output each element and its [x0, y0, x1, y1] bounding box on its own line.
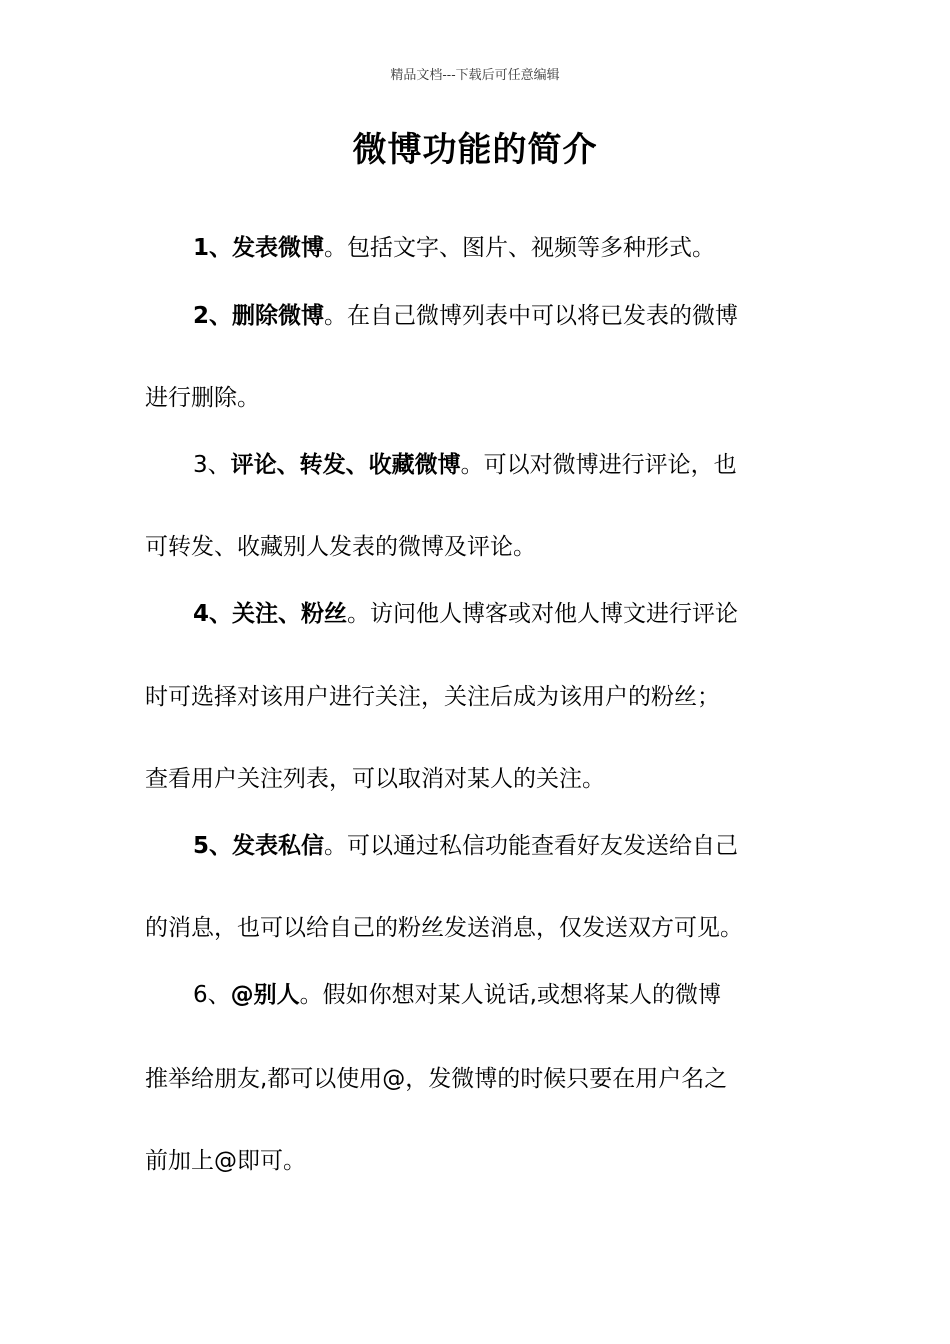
item-number: 5、	[193, 833, 233, 859]
item-number: 4、	[193, 601, 233, 627]
item-term: 评论、转发、收藏微博	[230, 452, 461, 478]
item-number: 2、	[193, 303, 233, 329]
item-text: 。访问他人博客或对他人博文进行评论	[347, 601, 739, 627]
item-4-line-3: 查看用户关注列表，可以取消对某人的关注。	[145, 766, 605, 792]
item-term: 关注、粉丝	[232, 601, 348, 627]
item-2-line-1	[193, 300, 810, 332]
item-text: 。可以对微博进行评论，也	[460, 452, 737, 478]
item-6-line-2: 推举给朋友,都可以使用@，发微博的时候只要在用户名之	[145, 1066, 728, 1092]
item-5-line-1	[193, 830, 810, 862]
item-6-line-3: 前加上@即可。	[145, 1148, 306, 1174]
item-number: 3、	[193, 452, 231, 478]
item-3-line-2: 可转发、收藏别人发表的微博及评论。	[145, 534, 536, 560]
item-2-line-2: 进行删除。	[145, 385, 260, 411]
item-text: 。假如你想对某人说话,或想将某人的微博	[299, 982, 721, 1008]
item-number: 6、	[193, 982, 231, 1008]
item-number: 1、	[193, 235, 233, 261]
page-title: 微博功能的简介	[352, 130, 598, 170]
item-1-line-1	[193, 232, 810, 264]
item-6-line-1	[193, 979, 810, 1011]
item-term: 发表微博	[232, 235, 325, 261]
item-4-line-2: 时可选择对该用户进行关注，关注后成为该用户的粉丝；	[145, 684, 720, 710]
item-text: 。包括文字、图片、视频等多种形式。	[324, 235, 716, 261]
header-note: 精品文档---下载后可任意编辑	[390, 68, 560, 83]
item-term: 发表私信	[232, 833, 325, 859]
item-text: 。在自己微博列表中可以将已发表的微博	[324, 303, 739, 329]
item-5-line-2: 的消息，也可以给自己的粉丝发送消息，仅发送双方可见。	[145, 915, 743, 941]
item-4-line-1	[193, 598, 810, 630]
item-3-line-1	[193, 449, 810, 481]
item-term: @别人	[230, 982, 300, 1008]
item-text: 。可以通过私信功能查看好友发送给自己	[324, 833, 739, 859]
item-term: 删除微博	[232, 303, 325, 329]
